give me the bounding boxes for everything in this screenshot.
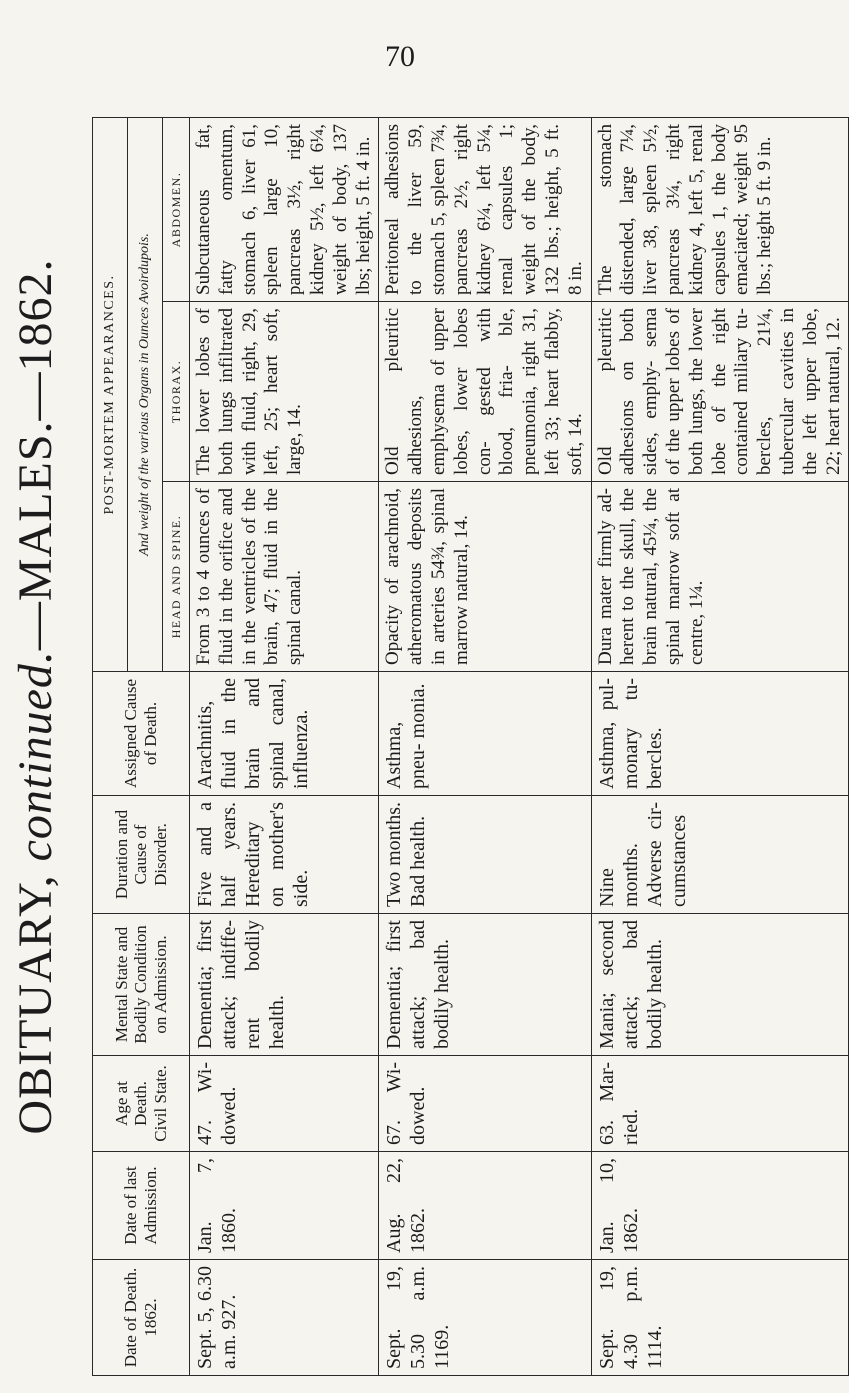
cell-assigned-cause: Asthma, pul- monary tu- bercles.	[591, 672, 849, 796]
cell-duration-cause: Five and a half years. Hereditary on mother's side.	[190, 796, 379, 914]
cell-date-of-death: Sept. 19, 4.30 p.m. 1114.	[591, 1260, 849, 1376]
cell-thorax: Old pleuritic adhesions, emphysema of upper lobes, lower lobes con- gested with blood, fria- ble, pneumonia, right 31, left 33; heart flabby, soft, 14.	[379, 302, 591, 482]
cell-abdomen: Peritoneal adhesions to the liver 59, stomach 5, spleen 7¾, pancreas 2½, right kidney 6¼, left 5¼, renal capsules 1; weight of the body, 132 lbs.; height, 5 ft. 8 in.	[379, 117, 591, 301]
col-thorax: THORAX.	[163, 302, 190, 482]
cell-assigned-cause: Arachnitis, fluid in the brain and spinal canal, influenza.	[190, 672, 379, 796]
cell-mental-state: Mania; second attack; bad bodily health.	[591, 914, 849, 1056]
cell-last-admission: Aug. 22, 1862.	[379, 1152, 591, 1260]
col-head-spine: HEAD AND SPINE.	[163, 482, 190, 672]
cell-head-spine: Opacity of arachnoid, atheromatous deposits in arteries 54¾, spinal marrow natural, 14.	[379, 482, 591, 672]
title-rest: —MALES.—1862.	[8, 258, 62, 651]
cell-mental-state: Dementia; first attack; bad bodily health.	[379, 914, 591, 1056]
col-assigned-cause: Assigned Cause of Death.	[93, 672, 190, 796]
cell-duration-cause: Nine months. Adverse cir- cumstances	[591, 796, 849, 914]
col-mental-state: Mental State and Bodily Condition on Admission.	[93, 914, 190, 1056]
cell-abdomen: The stomach distended, large 7¼, liver 38, spleen 5½, pancreas 3¼, right kidney 4, left 5, renal capsules 1, the body emaciated; weight 95 lbs.; height 5 ft. 9 in.	[591, 117, 849, 301]
cell-last-admission: Jan. 10, 1862.	[591, 1152, 849, 1260]
cell-head-spine: From 3 to 4 ounces of fluid in the orifice and in the ventricles of the brain, 47; fluid in the spinal canal.	[190, 482, 379, 672]
obituary-table	[92, 117, 849, 1376]
cell-last-admission: Jan. 7, 1860.	[190, 1152, 379, 1260]
cell-age-civil-state: 67. Wi- dowed.	[379, 1056, 591, 1152]
title-main: OBITUARY,	[8, 874, 62, 1135]
col-date-of-death: Date of Death. 1862.	[93, 1260, 190, 1376]
cell-assigned-cause: Asthma, pneu- monia.	[379, 672, 591, 796]
cell-duration-cause: Two months. Bad health.	[379, 796, 591, 914]
cell-abdomen: Subcutaneous fat, fatty omentum, stomach 6, liver 61, spleen large 10, pancreas 3½, right kidney 5½, left 6¼, weight of body, 137 lbs; height, 5 ft. 4 in.	[190, 117, 379, 301]
obituary-table-wrapper	[92, 118, 844, 1376]
cell-mental-state: Dementia; first attack; indiffe- rent bodily health.	[190, 914, 379, 1056]
cell-date-of-death: Sept. 5, 6.30 a.m. 927.	[190, 1260, 379, 1376]
obituary-table-rotated	[92, 118, 844, 1376]
cell-thorax: The lower lobes of both lungs infiltrated with fluid, right, 29, left, 25; heart soft, large, 14.	[190, 302, 379, 482]
col-duration-cause: Duration and Cause of Disorder.	[93, 796, 190, 914]
cell-age-civil-state: 47. Wi- dowed.	[190, 1056, 379, 1152]
cell-age-civil-state: 63. Mar- ried.	[591, 1056, 849, 1152]
col-age-civil-state: Age at Death. Civil State.	[93, 1056, 190, 1152]
table-row	[190, 117, 379, 1375]
title-continued: continued.	[8, 650, 62, 862]
table-row	[591, 117, 849, 1375]
page-number: 70	[385, 40, 415, 73]
cell-thorax: Old pleuritic adhesions on both sides, emphy- sema of the upper lobes of both lungs, the lower lobe of the right contained miliary tu- bercles, 21¼, tubercular cavities in the left upper lobe, 22; heart natural, 12.	[591, 302, 849, 482]
col-last-admission: Date of last Admission.	[93, 1152, 190, 1260]
cell-date-of-death: Sept. 19, 5.30 a.m. 1169.	[379, 1260, 591, 1376]
cell-head-spine: Dura mater firmly ad- herent to the skull, the brain natural, 45¼, the spinal marrow soft at centre, 1¼.	[591, 482, 849, 672]
post-mortem-subheader: And weight of the various Organs in Ounces Avoirdupois.	[128, 117, 163, 671]
post-mortem-header: POST-MORTEM APPEARANCES.	[93, 117, 128, 671]
col-abdomen: ABDOMEN.	[163, 117, 190, 301]
page-title	[0, 0, 70, 1393]
table-row	[379, 117, 591, 1375]
